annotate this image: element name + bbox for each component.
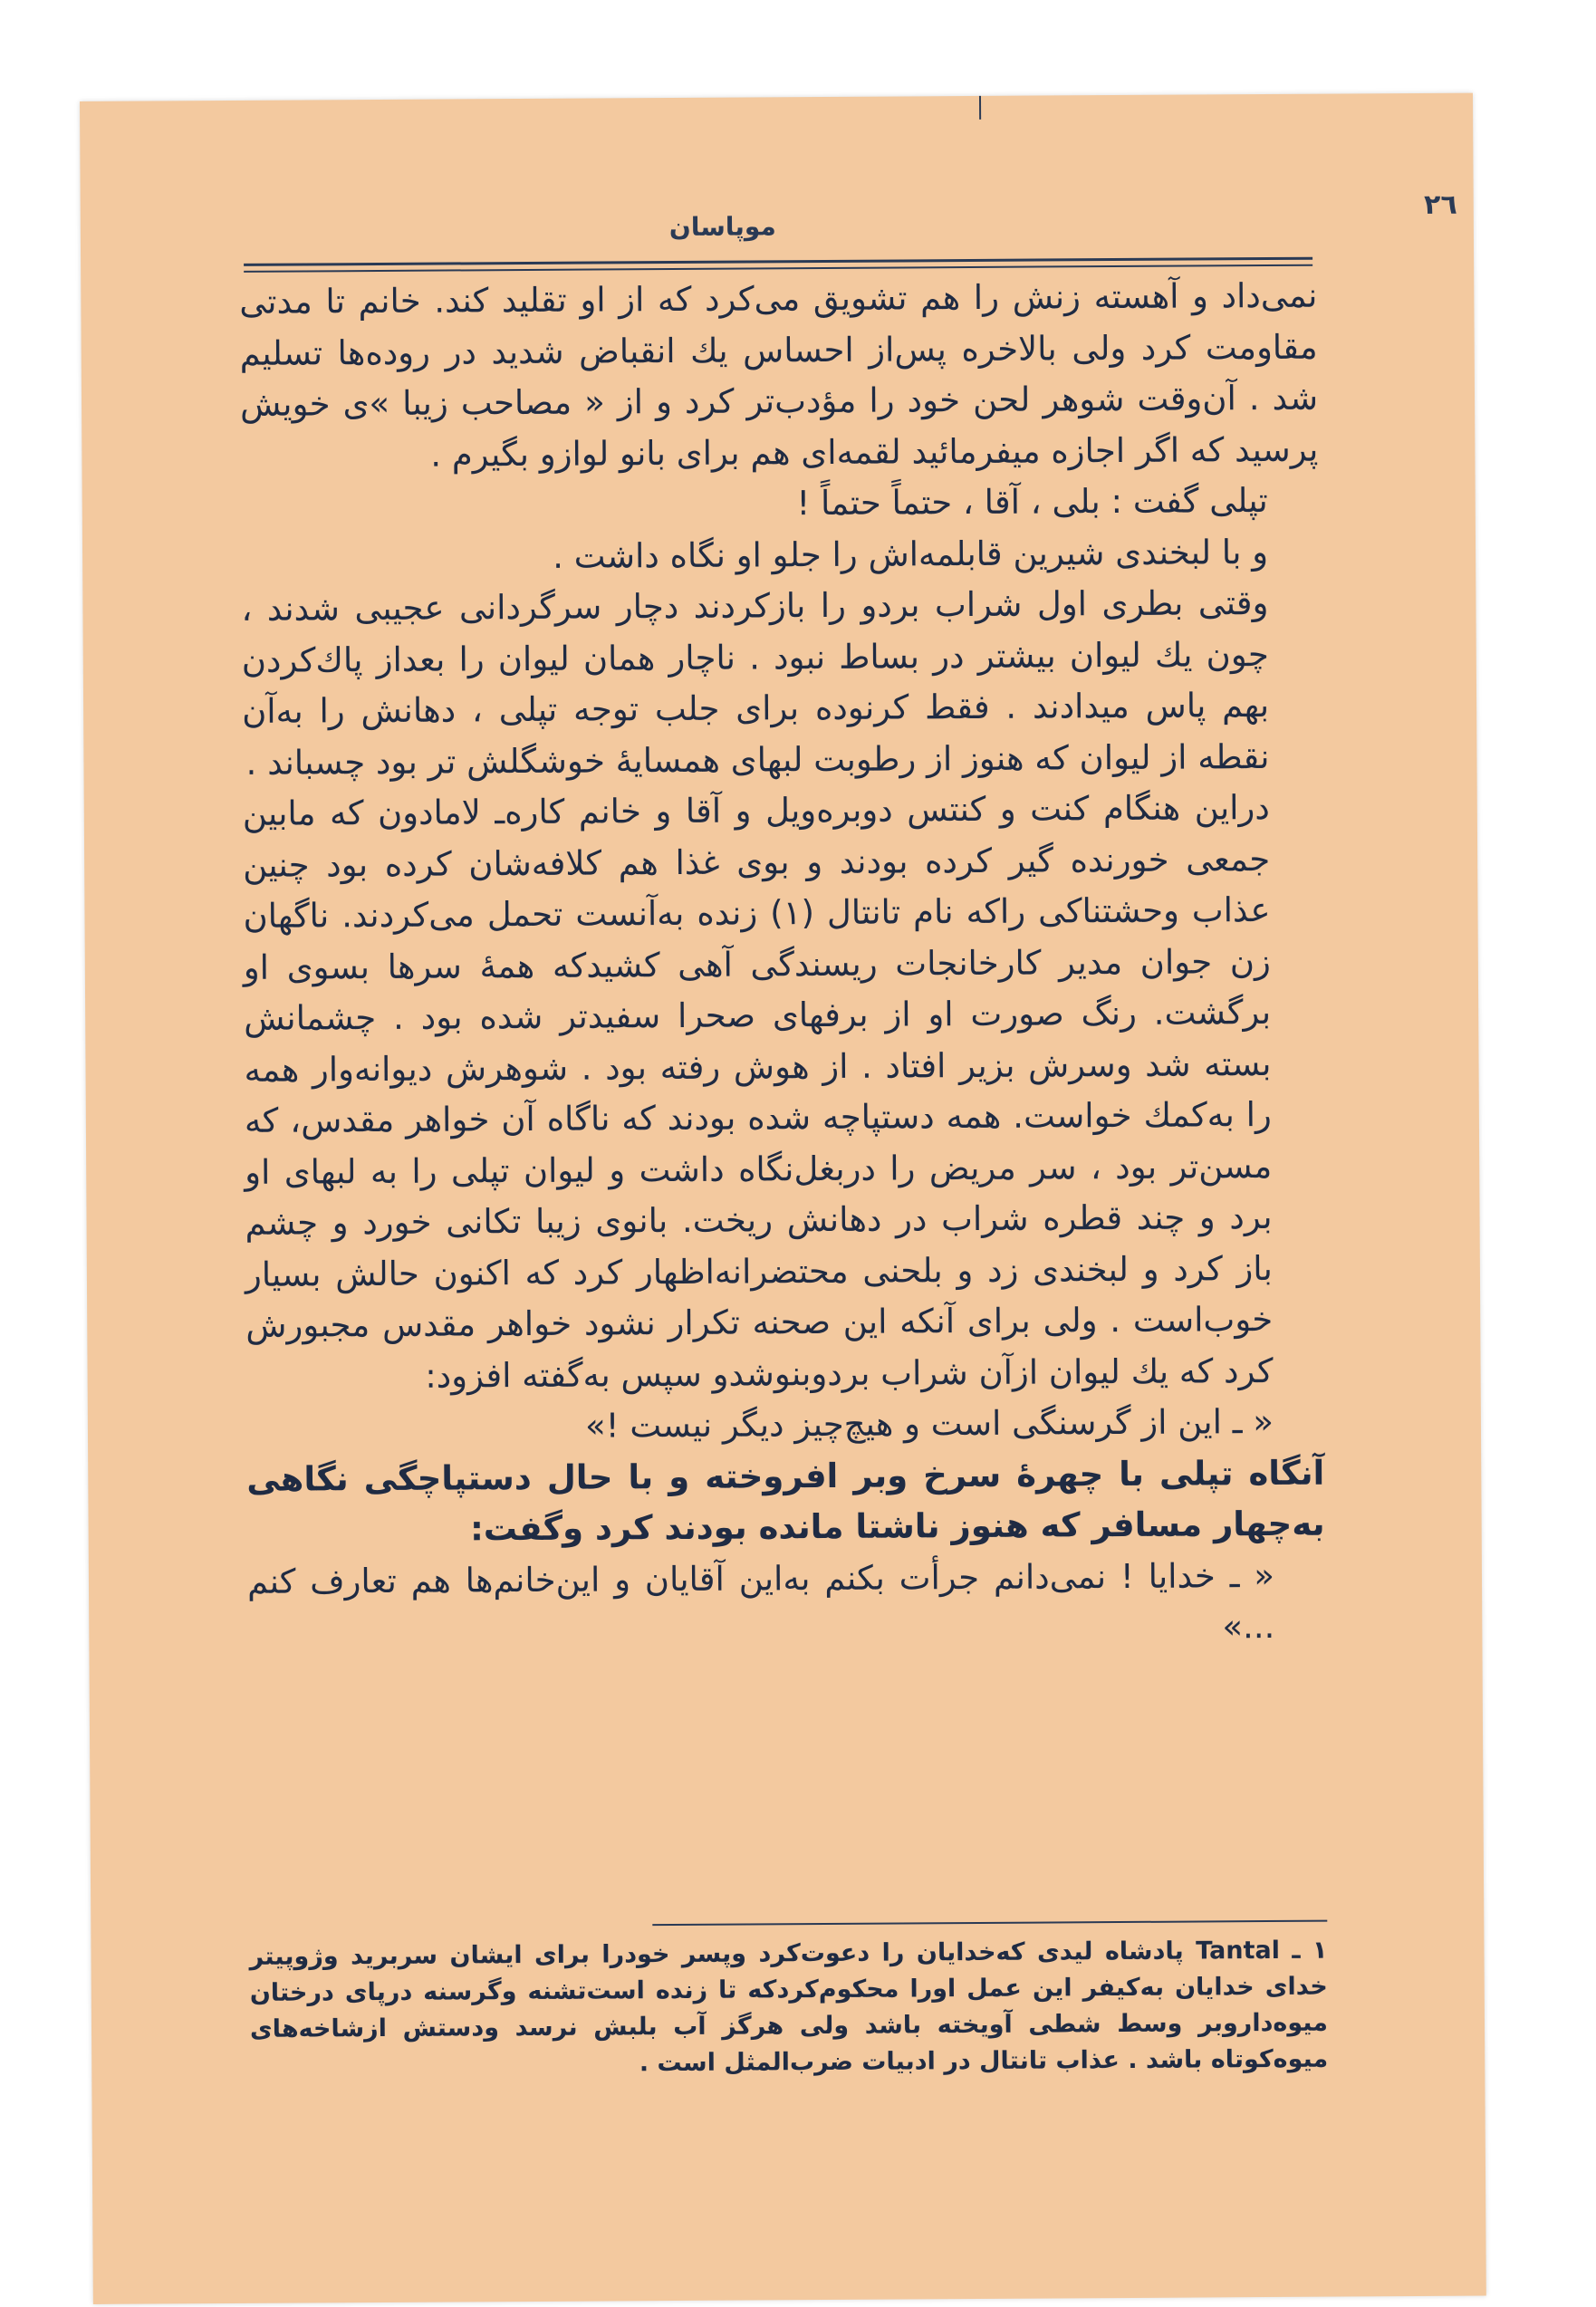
paragraph: « ـ این از گرسنگی است و هیچ‌چیز دیگر نیست !» bbox=[584, 1401, 1274, 1446]
margin-tick-mark bbox=[979, 96, 981, 120]
paragraph: وقتی بطری اول شراب بردو را بازکردند دچار سرگردانی عجیبی شدند ، چون یك لیوان بیشتر در بساط نبود . ناچار همان لیوان را بعداز پاك‌کردن بهم پاس میدادند . فقط کرنوده برای جلب توجه تپلی ، دهانش را به‌آن نقطه از لیوان که هنوز از رطوبت لبهای همسایهٔ خوشگلش تر بود چسباند . bbox=[241, 582, 1270, 783]
footnote-rule bbox=[652, 1920, 1327, 1927]
body-text bbox=[239, 271, 1325, 1659]
page-number: ٢٦ bbox=[1423, 188, 1457, 221]
paragraph: تپلی گفت : بلی ، آقا ، حتماً حتماً ! bbox=[796, 480, 1268, 524]
footnote bbox=[249, 1933, 1328, 2084]
paragraph: « ـ خدایا ! نمی‌دانم جرأت بکنم به‌این آقایان و این‌خانم‌ها هم تعارف کنم ...» bbox=[246, 1555, 1275, 1647]
paragraph: و با لبخندی شیرین قابلمه‌اش را جلو او نگاه داشت . bbox=[553, 532, 1269, 576]
paragraph: دراین هنگام کنت و کنتس دوبره‌ویل و آقا و خانم کاره‌ـ لامادون که مابین جمعی خورنده گیر کرده بودند و بوی غذا هم کلافه‌شان کرده بود چنین عذاب وحشتناکی راکه نام تانتال (۱) زنده به‌آنست تحمل می‌کردند. ناگهان زن جوان مدیر کارخانجات ریسندگی آهی کشیدکه همهٔ سرها بسوی او برگشت. رنگ صورت او از برفهای صحرا سفیدتر شده بود . چشمانش بسته شد وسرش بزیر افتاد . از هوش رفته بود . شوهرش دیوانه‌وار همه را به‌کمك خواست. همه دستپاچه شده بودند که ناگاه آن خواهر مقدس، که مسن‌تر بود ، سر مریض را دربغل‌نگاه داشت و لیوان تپلی را به لبهای او برد و چند قطره شراب در دهانش ریخت. بانوی زیبا تکانی خورد و چشم باز کرد و لبخندی زد و بلحنی محتضرانه‌اظهار کرد که اکنون حالش بسیار خوب‌است . ولی برای آنکه این صحنه تکرار نشود خواهر مقدس مجبورش کرد که یك لیوان ازآن شراب بردوبنوشدو سپس به‌گفته افزود: bbox=[242, 787, 1274, 1396]
running-title: موپاسان bbox=[668, 211, 776, 243]
footnote-text: ۱ ـ Tantal پادشاه لیدی که‌خدایان را دعوت‌کرد وپسر خودرا برای ایشان سربرید وژوپیتر خدای خدایان به‌کیفر این عمل اورا محکوم‌کردکه تا زنده است‌تشنه وگرسنه درپای درختان میوه‌داروبر وسط شطی آویخته باشد ولی هرگز آب بلبش نرسد ودستش ازشاخه‌های میوه‌کوتاه باشد . عذاب تانتال در ادبیات ضرب‌المثل است . bbox=[249, 1936, 1329, 2078]
book-page bbox=[80, 93, 1486, 2304]
paragraph: آنگاه تپلی با چهرهٔ سرخ وبر افروخته و با حال دستپاچگی نگاهی به‌چهار مسافر که هنوز ناشتا مانده بودند کرد وگفت: bbox=[246, 1453, 1325, 1549]
paragraph: نمی‌داد و آهسته زنش را هم تشویق می‌کرد که از او تقلید کند. خانم تا مدتی مقاومت کرد ولی بالاخره پس‌از احساس یك انقباض شدید در روده‌ها تسلیم شد . آن‌وقت شوهر لحن خود را مؤدب‌تر کرد و از « مصاحب زیبا »ی خویش پرسید که اگر اجازه میفرمائید لقمه‌ای هم برای بانو لوازو بگیرم . bbox=[239, 275, 1319, 475]
